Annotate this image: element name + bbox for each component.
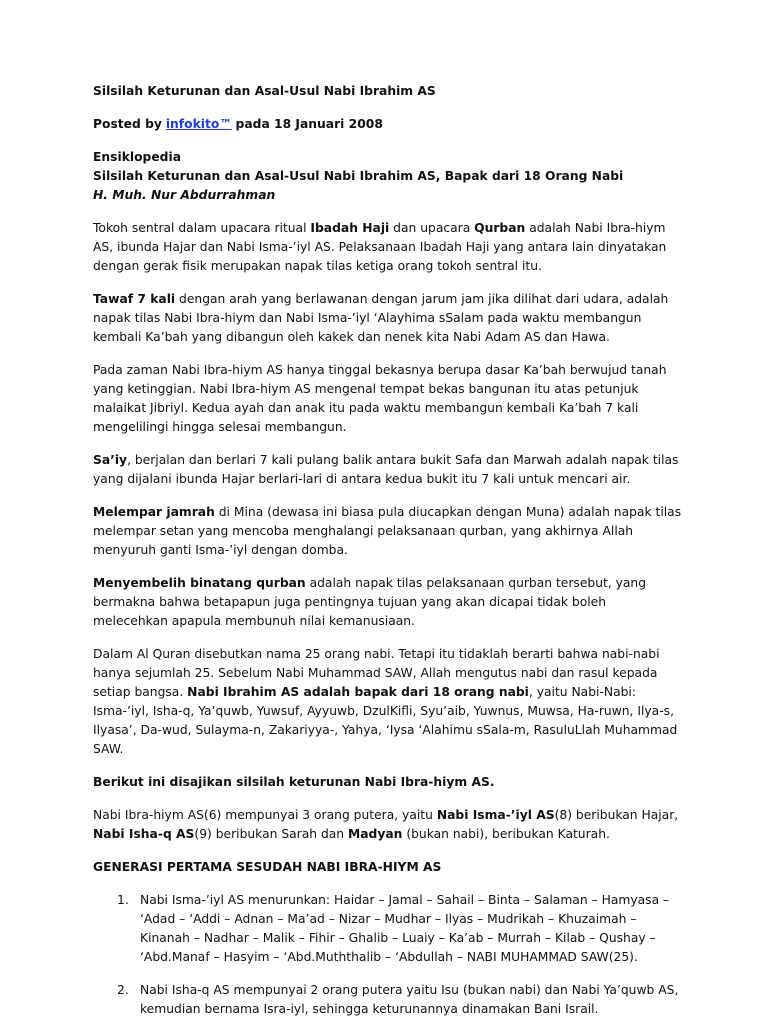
section-heading: GENERASI PERTAMA SESUDAH NABI IBRA-HIYM AS <box>93 860 442 874</box>
article-header <box>93 148 683 205</box>
author-link[interactable]: infokito™ <box>165 117 232 131</box>
paragraph-jamrah: Melempar jamrah di Mina (dewasa ini biasa pula diucapkan dengan Muna) adalah napak tilas melempar setan yang mencoba menghalangi pelaksanaan qurban, yang akhirnya Allah menyuruh ganti Isma-’iyl dengan domba. <box>93 505 682 557</box>
category-label: Ensiklopedia <box>93 150 181 164</box>
paragraph-putera: Nabi Ibra-hiym AS(6) mempunyai 3 orang putera, yaitu Nabi Isma-’iyl AS(8) beribukan Hajar, Nabi Isha-q AS(9) beribukan Sarah dan Madyan (bukan nabi), beribukan Katurah. <box>93 808 679 841</box>
paragraph-saiy: Sa’iy, berjalan dan berlari 7 kali pulang balik antara bukit Safa dan Marwah adalah napak tilas yang dijalani ibunda Hajar berlari-lari di antara kedua bukit itu 7 kali untuk mencari air. <box>93 453 679 486</box>
paragraph-nabi-list: Dalam Al Quran disebutkan nama 25 orang nabi. Tetapi itu tidaklah berarti bahwa nabi-nabi hanya sejumlah 25. Sebelum Nabi Muhammad SAW, Allah mengutus nabi dan rasul kepada setiap bangsa. Nabi Ibrahim AS adalah bapak dari 18 orang nabi, yaitu Nabi-Nabi: Isma-’iyl, Isha-q, Ya’quwb, Yuwsuf, Ayyuwb, DzulKifli, Syu’aib, Yuwnus, Muwsa, Ha-ruwn, Ilya-s, Ilyasa’, Da-wud, Sulayma-n, Zakariyya-, Yahya, ‘Iysa ‘Alahimu sSala-m, RasuluLlah Muhammad SAW. <box>93 647 678 756</box>
posted-line <box>93 115 683 134</box>
posted-date: pada 18 Januari 2008 <box>235 117 383 131</box>
list-item-text: Nabi Isha-q AS mempunyai 2 orang putera yaitu Isu (bukan nabi) dan Nabi Ya’quwb AS, kemudian bernama Isra-iyl, sehingga keturunannya dinamakan Bani Israil. <box>140 983 679 1016</box>
posted-prefix: Posted by <box>93 117 162 131</box>
paragraph-kabah: Pada zaman Nabi Ibra-hiym AS hanya tinggal bekasnya berupa dasar Ka’bah berwujud tanah yang ketinggian. Nabi Ibra-hiym AS mengenal tempat bekas bangunan itu atas petunjuk malaikat Jibriyl. Kedua ayah dan anak itu pada waktu membangun kembali Ka’bah 7 kali mengelilingi hingga selesai membangun. <box>93 363 667 434</box>
list-item <box>93 981 683 1019</box>
article-subtitle: Silsilah Keturunan dan Asal-Usul Nabi Ibrahim AS, Bapak dari 18 Orang Nabi <box>93 169 624 183</box>
list-item <box>93 891 683 967</box>
article-author: H. Muh. Nur Abdurrahman <box>93 188 276 202</box>
list-item-number: 1. <box>117 893 129 907</box>
paragraph-intro: Tokoh sentral dalam upacara ritual Ibadah Haji dan upacara Qurban adalah Nabi Ibra-hiym AS, ibunda Hajar dan Nabi Isma-’iyl AS. Pelaksanaan Ibadah Haji yang antara lain dinyatakan dengan gerak fisik merupakan napak tilas ketiga orang tokoh sentral itu. <box>93 221 667 273</box>
paragraph-qurban: Menyembelih binatang qurban adalah napak tilas pelaksanaan qurban tersebut, yang bermakna bahwa betapapun juga pentingnya tujuan yang akan dicapai tidak boleh melecehkan apapula membunuh nilai kemanusiaan. <box>93 576 647 628</box>
paragraph-silsilah-intro: Berikut ini disajikan silsilah keturunan Nabi Ibra-hiym AS. <box>93 775 495 789</box>
paragraph-tawaf: Tawaf 7 kali dengan arah yang berlawanan dengan jarum jam jika dilihat dari udara, adalah napak tilas Nabi Ibra-hiym dan Nabi Isma-’iyl ‘Alayhima sSalam pada waktu membangun kembali Ka’bah yang dibangun oleh kakek dan nenek kita Nabi Adam AS dan Hawa. <box>93 292 669 344</box>
page-title: Silsilah Keturunan dan Asal-Usul Nabi Ibrahim AS <box>93 84 436 98</box>
generation-list <box>93 891 683 1019</box>
list-item-number: 2. <box>117 983 129 997</box>
document-page <box>93 82 683 1033</box>
list-item-text: Nabi Isma-’iyl AS menurunkan: Haidar – Jamal – Sahail – Binta – Salaman – Hamyasa – ‘Adad – ‘Addi – Adnan – Ma’ad – Nizar – Mudhar – Ilyas – Mudrikah – Khuzaimah – Kinanah – Nadhar – Malik – Fihir – Ghalib – Luaiy – Ka’ab – Murrah – Kilab – Qushay – ‘Abd.Manaf – Hasyim – ‘Abd.Muththalib – ‘Abdullah – NABI MUHAMMAD SAW(25). <box>140 893 670 964</box>
